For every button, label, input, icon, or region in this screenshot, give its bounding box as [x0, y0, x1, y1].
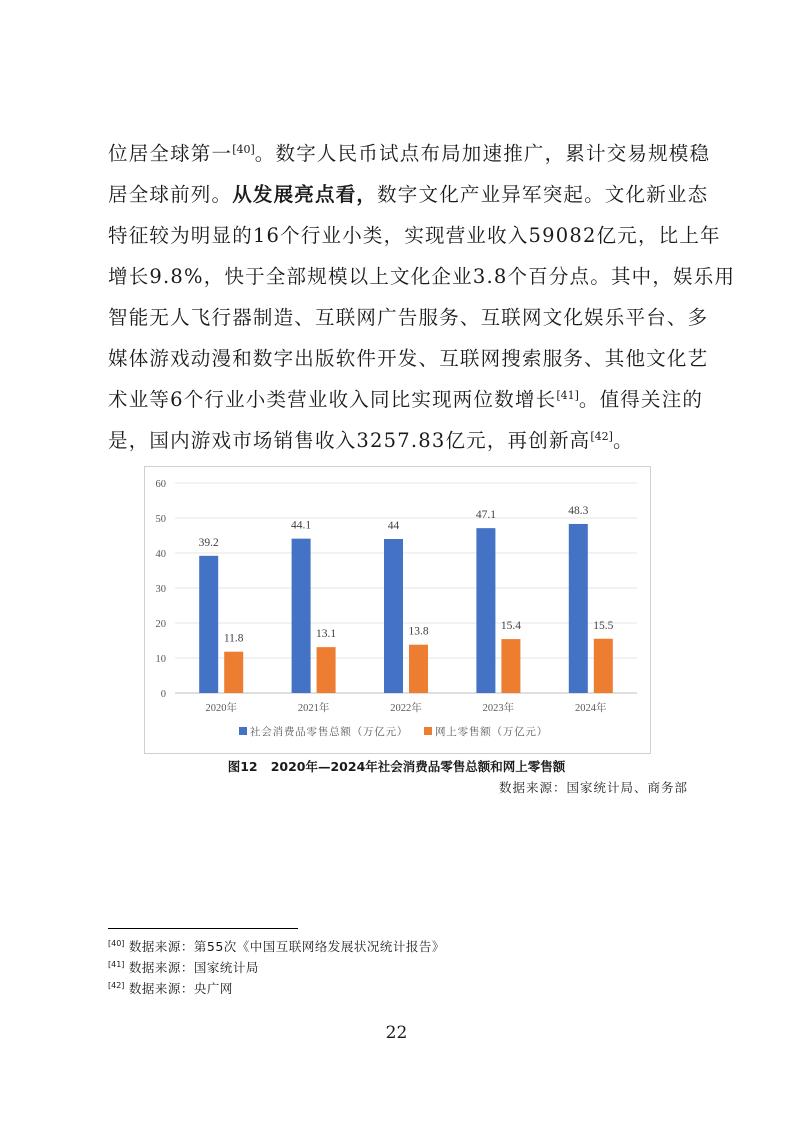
- y-tick-label: 0: [160, 689, 166, 700]
- x-tick-label: 2022年: [390, 703, 422, 714]
- data-label: 11.8: [223, 632, 244, 645]
- legend-swatch: [239, 727, 247, 735]
- data-label: 48.3: [568, 504, 589, 517]
- data-label: 13.1: [316, 628, 337, 641]
- legend-label: 网上零售额（万亿元）: [435, 726, 548, 738]
- footnote-divider: [108, 928, 298, 929]
- data-label: 47.1: [475, 509, 496, 522]
- footnote-text: 数据来源：央广网: [128, 981, 233, 996]
- text-line: [108, 133, 711, 174]
- text-run: 位居全球第一: [108, 142, 233, 165]
- y-tick-label: 50: [155, 514, 166, 525]
- text-line: [108, 174, 709, 215]
- legend-swatch: [424, 727, 432, 735]
- footnote-text: 数据来源：第55次《中国互联网络发展状况统计报告》: [128, 939, 445, 954]
- bold-heading-run: 从发展亮点看，: [232, 183, 378, 206]
- y-tick-label: 30: [155, 584, 166, 595]
- data-label: 15.5: [593, 619, 614, 632]
- text-line: 媒体游戏动漫和数字出版软件开发、互联网搜索服务、其他文化艺: [108, 347, 709, 370]
- data-label: 13.8: [408, 625, 429, 638]
- data-label: 44: [387, 520, 400, 532]
- figure-caption: [0, 757, 793, 775]
- footnote-ref: [41]: [108, 960, 125, 969]
- y-tick-label: 60: [155, 479, 166, 490]
- bar-online-retail: [594, 639, 613, 693]
- text-run: 术业等6个行业小类营业收入同比实现两位数增长: [108, 388, 557, 411]
- footnote-40: [108, 936, 445, 957]
- footnotes: [108, 936, 445, 999]
- footnote-42: [108, 978, 445, 999]
- bar-online-retail: [317, 647, 336, 693]
- bar-retail-total: [199, 556, 218, 693]
- text-run: 是，国内游戏市场销售收入3257.83亿元，再创新高: [108, 429, 591, 452]
- footnote-41: [108, 957, 445, 978]
- body-paragraph: [108, 133, 736, 461]
- x-tick-label: 2024年: [575, 703, 607, 714]
- data-label: 44.1: [291, 519, 312, 532]
- citation-40[interactable]: [40]: [232, 143, 255, 156]
- text-run: 。数字人民币试点布局加速推广，累计交易规模稳: [254, 142, 711, 165]
- figure-title: 2020年—2024年社会消费品零售总额和网上零售额: [270, 759, 566, 774]
- x-tick-label: 2023年: [482, 703, 515, 714]
- page-number: 22: [385, 1023, 408, 1043]
- data-label: 15.4: [500, 620, 521, 633]
- text-line: 智能无人飞行器制造、互联网广告服务、互联网文化娱乐平台、多: [108, 306, 709, 329]
- figure-number: 图12: [227, 759, 258, 774]
- x-tick-label: 2021年: [297, 703, 330, 714]
- text-run: 居全球前列。: [108, 183, 233, 206]
- bar-online-retail: [501, 639, 520, 693]
- bar-online-retail: [224, 652, 243, 693]
- x-tick-label: 2020年: [205, 703, 237, 714]
- footnote-text: 数据来源：国家统计局: [128, 960, 259, 975]
- bar-chart: [144, 466, 651, 754]
- legend-label: 社会消费品零售总额（万亿元）: [250, 726, 409, 738]
- text-line: [108, 379, 704, 420]
- bar-retail-total: [476, 528, 495, 693]
- chart-canvas: [145, 467, 650, 753]
- citation-42[interactable]: [42]: [590, 430, 613, 443]
- y-tick-label: 10: [155, 654, 166, 665]
- bar-retail-total: [569, 524, 588, 693]
- figure-source: 数据来源：国家统计局、商务部: [498, 780, 688, 795]
- y-tick-label: 20: [155, 619, 166, 630]
- y-tick-label: 40: [155, 549, 166, 560]
- text-line: 特征较为明显的16个行业小类，实现营业收入59082亿元，比上年: [108, 224, 721, 247]
- bar-online-retail: [409, 645, 428, 693]
- bar-retail-total: [384, 539, 403, 693]
- bar-retail-total: [292, 539, 311, 693]
- text-line: 增长9.8%，快于全部规模以上文化企业3.8个百分点。其中，娱乐用: [108, 265, 736, 288]
- text-run: 。值得关注的: [578, 388, 704, 411]
- footnote-ref: [42]: [108, 981, 125, 990]
- text-line: [108, 420, 688, 461]
- footnote-ref: [40]: [108, 939, 125, 948]
- citation-41[interactable]: [41]: [556, 389, 579, 402]
- data-label: 39.2: [198, 536, 219, 549]
- text-run: 数字文化产业异军突起。文化新业态: [377, 183, 709, 206]
- text-run: 。: [612, 429, 634, 452]
